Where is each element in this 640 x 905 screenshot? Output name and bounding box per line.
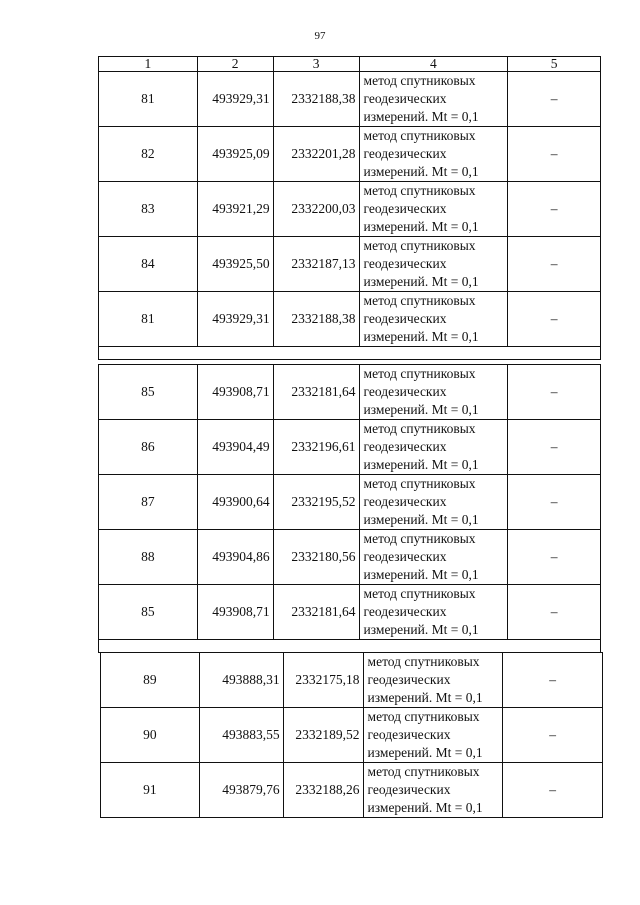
table-row (101, 708, 603, 763)
y-coordinate: 2332188,38 (273, 292, 359, 347)
table-row (99, 292, 601, 347)
x-coordinate: 493929,31 (197, 292, 273, 347)
method-line: измерений. Mt = 0,1 (363, 457, 479, 472)
method-line: метод спутниковых (367, 654, 480, 669)
method-line: измерений. Mt = 0,1 (363, 329, 479, 344)
method-line: метод спутниковых (363, 183, 476, 198)
y-coordinate: 2332175,18 (283, 653, 363, 708)
x-coordinate: 493908,71 (197, 585, 273, 640)
y-coordinate: 2332188,26 (283, 763, 363, 818)
point-number: 90 (101, 708, 200, 763)
note: – (508, 72, 601, 127)
point-number: 86 (99, 420, 198, 475)
y-coordinate: 2332188,38 (273, 72, 359, 127)
table-row (101, 653, 603, 708)
method-line: измерений. Mt = 0,1 (363, 402, 479, 417)
method-line: метод спутниковых (363, 421, 476, 436)
page-number: 97 (314, 30, 326, 42)
coordinates-table (98, 56, 601, 360)
note: – (503, 653, 603, 708)
method-line: метод спутниковых (367, 764, 480, 779)
point-number: 89 (101, 653, 200, 708)
method-line: метод спутниковых (363, 128, 476, 143)
method-description (359, 237, 508, 292)
y-coordinate: 2332200,03 (273, 182, 359, 237)
method-description (359, 365, 508, 420)
method-line: геодезических (363, 91, 447, 106)
note: – (503, 708, 603, 763)
separator-cell (99, 640, 601, 653)
method-line: геодезических (363, 384, 447, 399)
table-row (99, 365, 601, 420)
x-coordinate: 493900,64 (197, 475, 273, 530)
x-coordinate: 493883,55 (199, 708, 283, 763)
point-number: 82 (99, 127, 198, 182)
method-description (359, 127, 508, 182)
method-line: геодезических (363, 256, 447, 271)
coordinates-table (100, 652, 603, 818)
x-coordinate: 493929,31 (197, 72, 273, 127)
point-number: 88 (99, 530, 198, 585)
method-line: измерений. Mt = 0,1 (363, 109, 479, 124)
method-line: геодезических (363, 604, 447, 619)
x-coordinate: 493904,86 (197, 530, 273, 585)
separator-cell (99, 347, 601, 360)
y-coordinate: 2332196,61 (273, 420, 359, 475)
method-line: метод спутниковых (363, 293, 476, 308)
x-coordinate: 493879,76 (199, 763, 283, 818)
method-line: измерений. Mt = 0,1 (367, 800, 483, 815)
point-number: 85 (99, 585, 198, 640)
method-line: измерений. Mt = 0,1 (363, 512, 479, 527)
note: – (508, 420, 601, 475)
point-number: 84 (99, 237, 198, 292)
column-header: 2 (197, 57, 273, 72)
y-coordinate: 2332195,52 (273, 475, 359, 530)
method-line: измерений. Mt = 0,1 (363, 567, 479, 582)
table-row (99, 420, 601, 475)
x-coordinate: 493925,50 (197, 237, 273, 292)
y-coordinate: 2332180,56 (273, 530, 359, 585)
column-header: 1 (99, 57, 198, 72)
point-number: 83 (99, 182, 198, 237)
column-header: 3 (273, 57, 359, 72)
method-line: измерений. Mt = 0,1 (363, 164, 479, 179)
method-description (363, 763, 503, 818)
method-line: геодезических (367, 672, 451, 687)
method-line: измерений. Mt = 0,1 (363, 274, 479, 289)
column-header: 4 (359, 57, 508, 72)
method-description (359, 292, 508, 347)
y-coordinate: 2332189,52 (283, 708, 363, 763)
method-line: геодезических (367, 782, 451, 797)
point-number: 85 (99, 365, 198, 420)
method-description (359, 475, 508, 530)
point-number: 81 (99, 292, 198, 347)
method-description (359, 72, 508, 127)
x-coordinate: 493908,71 (197, 365, 273, 420)
table-row (99, 127, 601, 182)
method-line: геодезических (363, 146, 447, 161)
method-line: измерений. Mt = 0,1 (363, 622, 479, 637)
method-description (363, 653, 503, 708)
note: – (508, 475, 601, 530)
method-line: геодезических (363, 311, 447, 326)
y-coordinate: 2332181,64 (273, 585, 359, 640)
y-coordinate: 2332187,13 (273, 237, 359, 292)
note: – (508, 292, 601, 347)
method-description (359, 182, 508, 237)
method-line: измерений. Mt = 0,1 (367, 745, 483, 760)
method-line: геодезических (363, 494, 447, 509)
header-row (99, 57, 601, 72)
separator-row (99, 347, 601, 360)
note: – (508, 127, 601, 182)
method-line: метод спутниковых (367, 709, 480, 724)
x-coordinate: 493921,29 (197, 182, 273, 237)
note: – (508, 237, 601, 292)
table-row (99, 237, 601, 292)
method-line: метод спутниковых (363, 238, 476, 253)
method-description (359, 585, 508, 640)
method-line: метод спутниковых (363, 366, 476, 381)
table-row (99, 585, 601, 640)
y-coordinate: 2332201,28 (273, 127, 359, 182)
y-coordinate: 2332181,64 (273, 365, 359, 420)
x-coordinate: 493925,09 (197, 127, 273, 182)
coordinates-table (98, 364, 601, 653)
table-row (99, 530, 601, 585)
method-line: геодезических (367, 727, 451, 742)
table-row (101, 763, 603, 818)
method-line: метод спутниковых (363, 531, 476, 546)
note: – (503, 763, 603, 818)
method-line: метод спутниковых (363, 476, 476, 491)
table-row (99, 475, 601, 530)
table-row (99, 72, 601, 127)
point-number: 81 (99, 72, 198, 127)
method-line: геодезических (363, 439, 447, 454)
method-line: геодезических (363, 201, 447, 216)
separator-row (99, 640, 601, 653)
note: – (508, 530, 601, 585)
note: – (508, 585, 601, 640)
method-line: измерений. Mt = 0,1 (363, 219, 479, 234)
method-line: геодезических (363, 549, 447, 564)
note: – (508, 365, 601, 420)
method-description (359, 530, 508, 585)
method-description (363, 708, 503, 763)
method-line: метод спутниковых (363, 586, 476, 601)
method-description (359, 420, 508, 475)
x-coordinate: 493888,31 (199, 653, 283, 708)
table-row (99, 182, 601, 237)
method-line: метод спутниковых (363, 73, 476, 88)
point-number: 91 (101, 763, 200, 818)
point-number: 87 (99, 475, 198, 530)
method-line: измерений. Mt = 0,1 (367, 690, 483, 705)
column-header: 5 (508, 57, 601, 72)
x-coordinate: 493904,49 (197, 420, 273, 475)
note: – (508, 182, 601, 237)
